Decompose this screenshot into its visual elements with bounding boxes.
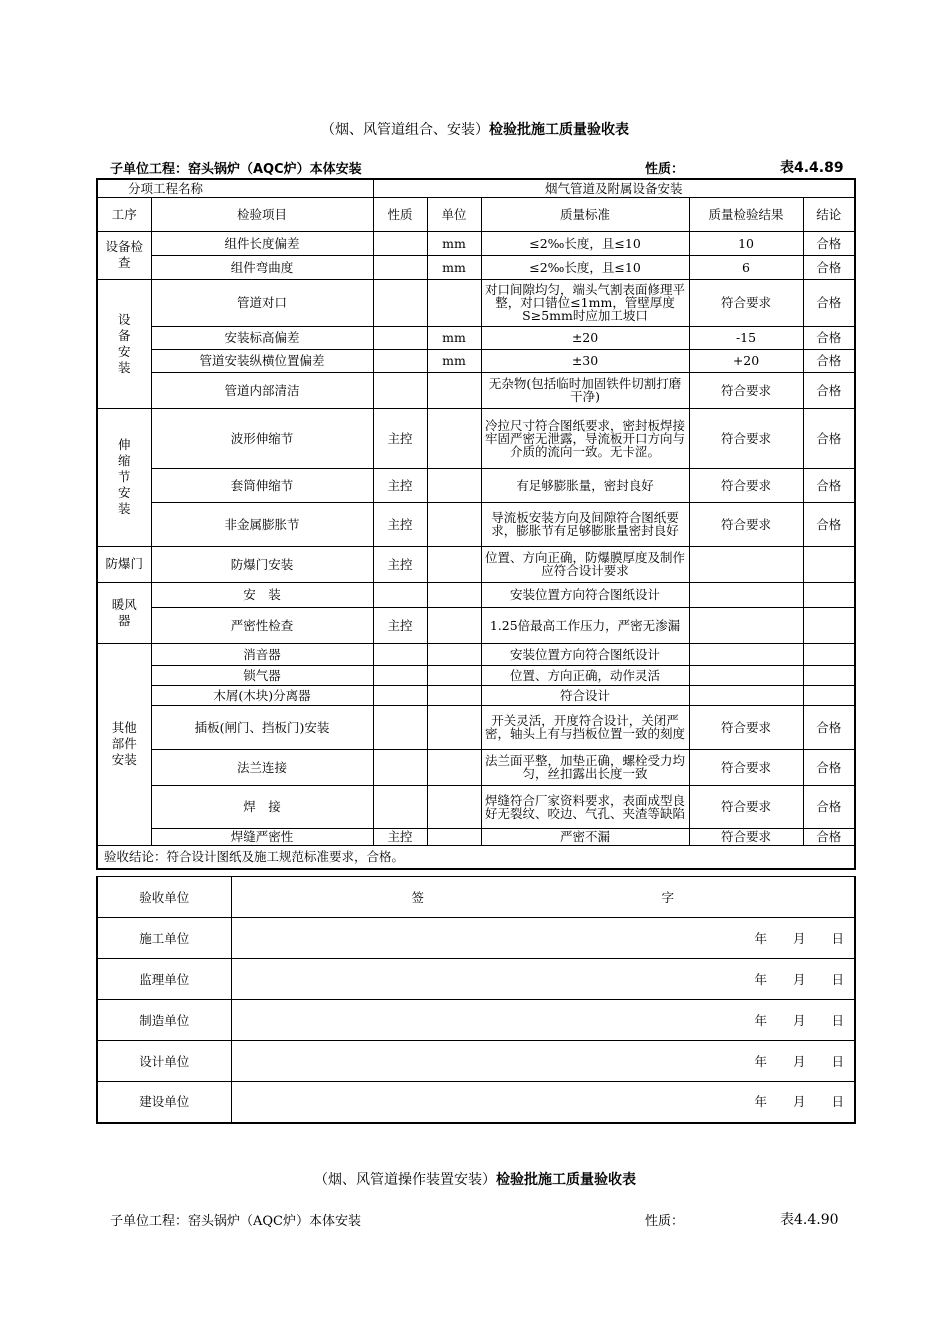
row-unit: [427, 279, 481, 326]
row-result: 10: [689, 231, 803, 255]
row-conclusion: 合格: [803, 828, 855, 845]
sign-unit: 监理单位: [97, 959, 231, 1000]
row-result: [689, 607, 803, 643]
row-standard: 1.25倍最高工作压力，严密无渗漏: [481, 607, 689, 643]
table-row: [97, 607, 855, 643]
sign-date: 年 月 日: [231, 959, 855, 1000]
row-item: 焊缝严密性: [151, 828, 373, 845]
col-header-standard: 质量标准: [481, 197, 689, 231]
row-nature: [373, 785, 427, 828]
row-item: 防爆门安装: [151, 546, 373, 582]
row-nature: [373, 582, 427, 607]
row-result: -15: [689, 326, 803, 349]
row-conclusion: 合格: [803, 255, 855, 279]
row-result: 符合要求: [689, 749, 803, 785]
row-standard: 符合设计: [481, 685, 689, 705]
row-result: +20: [689, 349, 803, 372]
sign-date: 年 月 日: [231, 1041, 855, 1082]
header-row: [97, 197, 855, 231]
row-item: 插板(闸门、挡板门)安装: [151, 705, 373, 749]
row-standard: 安装位置方向符合图纸设计: [481, 643, 689, 665]
row-standard: ±20: [481, 326, 689, 349]
table-row: [97, 785, 855, 828]
signature-row: [97, 918, 855, 959]
row-item: 组件长度偏差: [151, 231, 373, 255]
sign-header: 签 字: [231, 877, 855, 918]
table-number: 表4.4.89: [780, 160, 844, 176]
group-equipment-check: 设备检查: [97, 231, 151, 279]
row-conclusion: 合格: [803, 326, 855, 349]
row-result: [689, 665, 803, 685]
table-row: [97, 502, 855, 546]
signature-header-row: [97, 877, 855, 918]
row-unit: [427, 685, 481, 705]
row-conclusion: [803, 546, 855, 582]
row-standard: ≤2‰长度，且≤10: [481, 255, 689, 279]
signature-row: [97, 959, 855, 1000]
row-item: 法兰连接: [151, 749, 373, 785]
row-unit: [427, 582, 481, 607]
row-standard: 安装位置方向符合图纸设计: [481, 582, 689, 607]
group-expansion-joint: 伸缩节安装: [97, 408, 151, 546]
table-row: [97, 705, 855, 749]
col-header-nature: 性质: [373, 197, 427, 231]
subproject-row: [97, 179, 855, 197]
row-nature: 主控: [373, 828, 427, 845]
col-header-conclusion: 结论: [803, 197, 855, 231]
table-row: [97, 546, 855, 582]
table-row: [97, 582, 855, 607]
row-item: 管道内部清洁: [151, 372, 373, 408]
table-number: 表4.4.90: [780, 1212, 839, 1228]
row-result: 符合要求: [689, 279, 803, 326]
row-result: 符合要求: [689, 502, 803, 546]
row-standard: 冷拉尺寸符合图纸要求，密封板焊接牢固严密无泄露，导流板开口方向与介质的流向一致。无卡涩。: [481, 408, 689, 468]
row-item: 焊 接: [151, 785, 373, 828]
row-standard: 法兰面平整，加垫正确，螺栓受力均匀，丝扣露出长度一致: [481, 749, 689, 785]
row-nature: [373, 705, 427, 749]
row-nature: [373, 372, 427, 408]
row-result: [689, 546, 803, 582]
row-result: [689, 643, 803, 665]
table-row: [97, 468, 855, 502]
row-conclusion: [803, 607, 855, 643]
table-row: [97, 408, 855, 468]
row-unit: [427, 665, 481, 685]
row-unit: [427, 468, 481, 502]
row-unit: [427, 828, 481, 845]
row-result: 符合要求: [689, 408, 803, 468]
table-row: [97, 349, 855, 372]
table-row: [97, 326, 855, 349]
row-nature: [373, 279, 427, 326]
row-standard: 对口间隙均匀，端头气割表面修理平整，对口错位≤1mm，管壁厚度S≥5mm时应加工坡口: [481, 279, 689, 326]
row-item: 组件弯曲度: [151, 255, 373, 279]
row-unit: [427, 502, 481, 546]
row-standard: 导流板安装方向及间隙符合图纸要求，膨胀节有足够膨胀量密封良好: [481, 502, 689, 546]
row-unit: mm: [427, 255, 481, 279]
row-conclusion: [803, 665, 855, 685]
row-standard: 有足够膨胀量，密封良好: [481, 468, 689, 502]
row-result: 符合要求: [689, 372, 803, 408]
row-result: 符合要求: [689, 785, 803, 828]
row-conclusion: [803, 643, 855, 665]
table-row: [97, 828, 855, 845]
row-conclusion: [803, 582, 855, 607]
row-unit: [427, 643, 481, 665]
row-nature: 主控: [373, 607, 427, 643]
row-result: 符合要求: [689, 828, 803, 845]
row-unit: [427, 785, 481, 828]
row-result: [689, 685, 803, 705]
conclusion-row: [97, 845, 855, 869]
nature-label: 性质：: [645, 1214, 685, 1229]
signature-row: [97, 1041, 855, 1082]
row-conclusion: 合格: [803, 231, 855, 255]
row-nature: [373, 643, 427, 665]
page-title-1: [0, 119, 950, 139]
row-nature: [373, 665, 427, 685]
row-conclusion: 合格: [803, 785, 855, 828]
sign-date: 年 月 日: [231, 918, 855, 959]
row-result: 符合要求: [689, 705, 803, 749]
nature-label: 性质：: [645, 162, 685, 177]
row-nature: [373, 349, 427, 372]
row-item: 消音器: [151, 643, 373, 665]
row-nature: 主控: [373, 408, 427, 468]
row-standard: ≤2‰长度，且≤10: [481, 231, 689, 255]
table-row: [97, 372, 855, 408]
row-unit: [427, 607, 481, 643]
row-item: 套筒伸缩节: [151, 468, 373, 502]
group-air-heater: 暖风器: [97, 582, 151, 643]
row-result: [689, 582, 803, 607]
sign-date: 年 月 日: [231, 1000, 855, 1041]
sign-unit: 建设单位: [97, 1082, 231, 1123]
row-conclusion: 合格: [803, 372, 855, 408]
sign-date: 年 月 日: [231, 1082, 855, 1123]
signature-row: [97, 1000, 855, 1041]
table-row: [97, 643, 855, 665]
row-standard: 严密不漏: [481, 828, 689, 845]
row-conclusion: 合格: [803, 408, 855, 468]
table-row: [97, 665, 855, 685]
subproject-label: 分项工程名称: [97, 179, 373, 197]
row-unit: [427, 705, 481, 749]
row-unit: [427, 408, 481, 468]
row-unit: [427, 546, 481, 582]
row-item: 安 装: [151, 582, 373, 607]
row-standard: 焊缝符合厂家资料要求，表面成型良好无裂纹、咬边、气孔、夹渣等缺陷: [481, 785, 689, 828]
row-item: 管道对口: [151, 279, 373, 326]
row-standard: 位置、方向正确，动作灵活: [481, 665, 689, 685]
row-item: 严密性检查: [151, 607, 373, 643]
table-row: [97, 685, 855, 705]
page-title-2: [0, 1169, 950, 1189]
group-other-parts: 其他部件安装: [97, 643, 151, 845]
signature-table: [96, 876, 856, 1124]
inspection-table: [96, 178, 856, 870]
table-row: [97, 279, 855, 326]
col-header-result: 质量检验结果: [689, 197, 803, 231]
row-conclusion: 合格: [803, 349, 855, 372]
table-row: [97, 749, 855, 785]
row-standard: 开关灵活，开度符合设计，关闭严密，轴头上有与挡板位置一致的刻度: [481, 705, 689, 749]
sign-unit: 设计单位: [97, 1041, 231, 1082]
signature-row: [97, 1082, 855, 1123]
table-row: [97, 231, 855, 255]
col-header-item: 检验项目: [151, 197, 373, 231]
group-explosion-door: 防爆门: [97, 546, 151, 582]
row-nature: 主控: [373, 546, 427, 582]
row-unit: mm: [427, 349, 481, 372]
row-item: 波形伸缩节: [151, 408, 373, 468]
sign-unit: 施工单位: [97, 918, 231, 959]
title-main: 检验批施工质量验收表: [496, 1172, 636, 1188]
row-nature: 主控: [373, 502, 427, 546]
row-conclusion: 合格: [803, 749, 855, 785]
title-prefix: （烟、风管道操作装置安装）: [314, 1172, 496, 1188]
sign-unit-header: 验收单位: [97, 877, 231, 918]
row-nature: [373, 231, 427, 255]
row-result: 符合要求: [689, 468, 803, 502]
row-nature: [373, 326, 427, 349]
acceptance-conclusion: 验收结论：符合设计图纸及施工规范标准要求，合格。: [97, 845, 855, 869]
row-standard: 位置、方向正确，防爆膜厚度及制作应符合设计要求: [481, 546, 689, 582]
row-result: 6: [689, 255, 803, 279]
col-header-unit: 单位: [427, 197, 481, 231]
row-item: 非金属膨胀节: [151, 502, 373, 546]
row-conclusion: 合格: [803, 279, 855, 326]
row-standard: ±30: [481, 349, 689, 372]
row-unit: mm: [427, 326, 481, 349]
title-prefix: （烟、风管道组合、安装）: [321, 122, 489, 138]
row-standard: 无杂物(包括临时加固铁件切割打磨干净): [481, 372, 689, 408]
row-unit: mm: [427, 231, 481, 255]
table-row: [97, 255, 855, 279]
row-item: 木屑(木块)分离器: [151, 685, 373, 705]
row-unit: [427, 749, 481, 785]
row-nature: 主控: [373, 468, 427, 502]
row-nature: [373, 685, 427, 705]
row-conclusion: 合格: [803, 468, 855, 502]
row-conclusion: 合格: [803, 502, 855, 546]
row-item: 管道安装纵横位置偏差: [151, 349, 373, 372]
row-item: 安装标高偏差: [151, 326, 373, 349]
title-main: 检验批施工质量验收表: [489, 122, 629, 138]
row-item: 锁气器: [151, 665, 373, 685]
group-equipment-install: 设备安装: [97, 279, 151, 408]
col-header-process: 工序: [97, 197, 151, 231]
subproject-value: 烟气管道及附属设备安装: [373, 179, 855, 197]
row-conclusion: 合格: [803, 705, 855, 749]
row-nature: [373, 255, 427, 279]
row-conclusion: [803, 685, 855, 705]
subunit-label: 子单位工程：窑头锅炉（AQC炉）本体安装: [110, 162, 362, 177]
row-unit: [427, 372, 481, 408]
sign-unit: 制造单位: [97, 1000, 231, 1041]
row-nature: [373, 749, 427, 785]
subunit-label: 子单位工程：窑头锅炉（AQC炉）本体安装: [110, 1214, 361, 1229]
